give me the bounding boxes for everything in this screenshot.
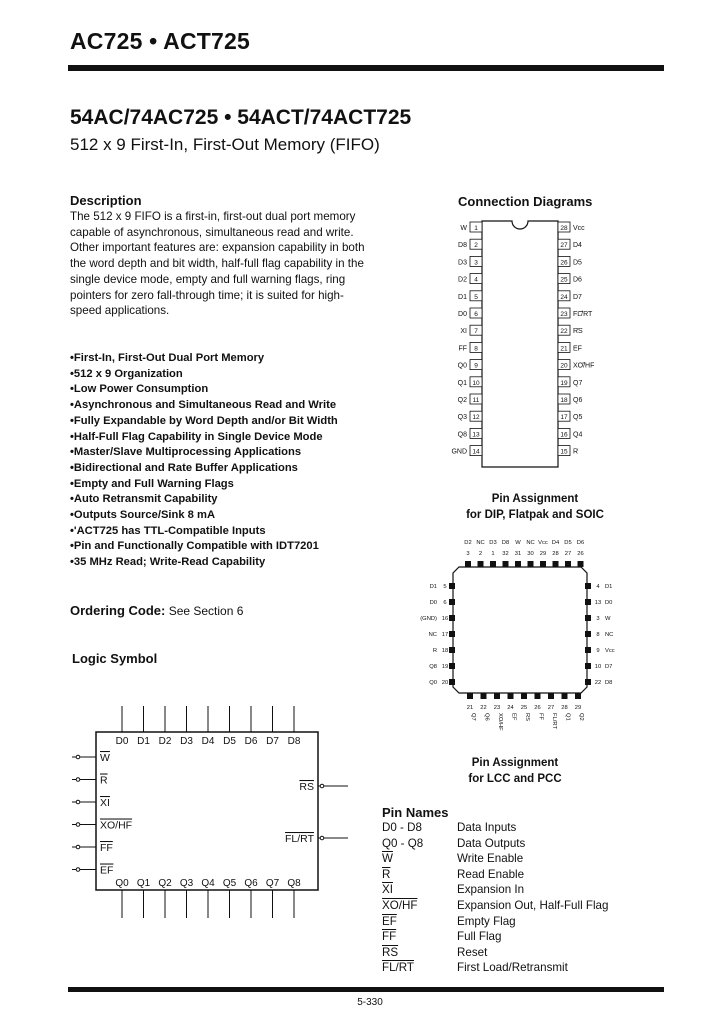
lcc-pad [481, 693, 487, 699]
lcc-pin-name: R [432, 648, 437, 654]
lcc-pin-number: 22 [480, 705, 487, 711]
pin-assignment-dip-line1: Pin Assignment [491, 493, 579, 505]
bottom-rule [68, 987, 664, 992]
logic-input-label: D1 [137, 736, 150, 747]
top-rule [68, 65, 664, 71]
pin-signal: XO/HF [382, 898, 418, 912]
dip-pin-number: 6 [474, 311, 478, 318]
dip-pin-name: FL/RT [573, 311, 593, 318]
lcc-body [453, 567, 587, 693]
lcc-pin-number: 26 [577, 551, 584, 557]
lcc-pad [503, 561, 509, 567]
lcc-pad [585, 631, 591, 637]
logic-symbol-diagram [60, 700, 360, 925]
lcc-pin-name: W [515, 540, 521, 546]
lcc-pin-number: 19 [441, 664, 449, 670]
connection-diagrams-heading: Connection Diagrams [458, 194, 593, 209]
pin-description: Data Outputs [457, 836, 526, 850]
dip-pin-number: 28 [560, 225, 568, 232]
dip-pin-number: 3 [474, 259, 478, 267]
lcc-pin-number: 27 [547, 705, 555, 711]
lcc-pin-name: Q2 [578, 713, 584, 721]
lcc-pad [540, 561, 546, 567]
lcc-pin-number: 2 [478, 551, 483, 557]
dip-pin-number: 10 [472, 379, 480, 387]
lcc-pad [585, 679, 591, 685]
lcc-pin-name: Q1 [564, 713, 571, 721]
lcc-pad [528, 561, 534, 567]
table-row [382, 820, 608, 836]
pin-description: Empty Flag [457, 914, 516, 928]
dip-pin-name: Q5 [573, 414, 583, 422]
lcc-pad [535, 693, 541, 699]
dip-pin-name: D0 [458, 311, 467, 318]
dip-pin-number: 11 [472, 397, 480, 404]
lcc-pin-name: Q0 [429, 680, 437, 686]
dip-pin-name: Q0 [457, 362, 467, 370]
lcc-pin-number: 13 [594, 600, 602, 606]
lcc-pin-name: D1 [429, 584, 437, 590]
dip-pin-number: 23 [560, 311, 568, 318]
pin-signal: $\overline{R}$ [382, 867, 391, 881]
feature-item: • Master/Slave Multiprocessing Applications [70, 445, 370, 461]
table-row [382, 898, 608, 914]
logic-right-label: RS [299, 781, 314, 793]
logic-pin-dot [76, 868, 80, 872]
feature-item: • Fully Expandable by Word Depth and/or Bit Width [70, 414, 370, 430]
pin-description: Read Enable [457, 867, 525, 881]
logic-output-label: Q4 [201, 878, 215, 889]
dip-pin-number: 4 [474, 276, 478, 284]
lcc-pin-name: D0 [429, 600, 437, 606]
lcc-pad [585, 615, 591, 621]
lcc-pin-number: 17 [441, 632, 449, 638]
dip-pin-name: EF [573, 345, 582, 353]
dip-pin-name: D2 [458, 276, 467, 284]
dip-pin-name: D5 [573, 259, 582, 267]
lcc-pin-name: D0 [605, 600, 613, 606]
feature-item: • Empty and Full Warning Flags [70, 477, 370, 493]
lcc-pad [508, 693, 514, 699]
dip-pin-number: 13 [472, 431, 480, 439]
logic-input-label: D2 [158, 736, 172, 747]
dip-pin-number: 7 [474, 328, 478, 336]
feature-item: • First-In, First-Out Dual Port Memory [70, 351, 370, 367]
lcc-pin-number: 4 [596, 584, 600, 590]
logic-output-label: Q6 [244, 878, 258, 889]
lcc-pin-number: 21 [466, 705, 474, 711]
lcc-pad [562, 693, 568, 699]
pin-signal: $\overline{EF}$ [382, 914, 397, 928]
pin-assignment-lcc [440, 756, 590, 787]
logic-input-label: D8 [287, 736, 301, 747]
lcc-pin-name: D3 [489, 540, 497, 546]
dip-pin-number: 14 [472, 448, 480, 456]
lcc-pin-number: 31 [514, 551, 522, 557]
page-number: 5-330 [357, 997, 383, 1008]
lcc-pin-number: 22 [594, 680, 602, 686]
lcc-pin-name: Vcc [538, 540, 548, 546]
lcc-pin-name: D1 [605, 584, 613, 590]
pin-names-heading: Pin Names [382, 805, 449, 820]
logic-left-label: FF [100, 842, 113, 854]
lcc-pad [565, 561, 571, 567]
lcc-pin-name: W [605, 616, 611, 622]
logic-left-label: W [100, 752, 110, 764]
dip-pin-number: 20 [560, 362, 568, 370]
dip-pin-name: Q4 [573, 431, 583, 439]
lcc-pad [449, 663, 455, 669]
feature-list [70, 351, 370, 571]
dip-pin-name: D8 [458, 242, 467, 250]
lcc-pin-name: FF [537, 713, 544, 721]
pin-description: Expansion Out, Half-Full Flag [457, 898, 609, 912]
dip-pin-name: Vcc [573, 225, 585, 232]
lcc-pin-name: RS [524, 713, 530, 722]
logic-output-label: Q1 [136, 878, 151, 889]
logic-pin-dot [76, 778, 80, 782]
lcc-package-diagram [395, 535, 635, 745]
product-title: 54AC/74AC725 • 54ACT/74ACT725 [70, 106, 412, 129]
logic-right-label: FL/RT [285, 833, 314, 845]
table-row [382, 867, 608, 883]
lcc-pin-name: XO/HF [497, 713, 503, 731]
dip-package-diagram [440, 215, 600, 475]
feature-item: • Auto Retransmit Capability [70, 492, 370, 508]
dip-pin-number: 24 [560, 293, 568, 301]
table-row [382, 960, 608, 976]
lcc-pad [548, 693, 554, 699]
logic-symbol-box [96, 732, 318, 890]
feature-item: • 'ACT725 has TTL-Compatible Inputs [70, 524, 370, 540]
pin-signal: $\overline{W}$ [382, 852, 393, 866]
logic-left-label: EF [100, 864, 114, 877]
pin-signal: FL/RT [382, 961, 414, 975]
logic-pin-dot [320, 784, 324, 788]
lcc-pin-number: 18 [441, 648, 449, 654]
pin-names-table [382, 820, 608, 976]
lcc-pad [515, 561, 521, 567]
lcc-pad [449, 679, 455, 685]
dip-pin-name: D6 [573, 276, 582, 284]
dip-pin-name: Q6 [573, 397, 583, 404]
dip-body [482, 221, 558, 467]
product-subtitle: 512 x 9 First-In, First-Out Memory (FIFO) [70, 135, 380, 154]
table-row [382, 945, 608, 961]
pin-signal: $\overline{RS}$ [382, 945, 399, 959]
feature-item: • Pin and Functionally Compatible with IDT7201 [70, 539, 370, 555]
lcc-pin-number: 30 [527, 551, 534, 557]
dip-pin-name: D1 [458, 293, 467, 301]
logic-pin-dot [320, 836, 324, 840]
lcc-pin-number: 27 [564, 551, 572, 557]
logic-left-label: R [100, 774, 108, 787]
feature-item: • Asynchronous and Simultaneous Read and Write [70, 398, 370, 414]
dip-pin-name: D7 [573, 293, 582, 301]
lcc-pad [585, 647, 591, 653]
dip-pin-name: XI [460, 328, 467, 336]
description-text: The 512 x 9 FIFO is a first-in, first-out dual port memory capable of asynchronous, simultaneous read and write. Other important features are: expansion capability in both the word depth and bit width, half-full flag capability in the single device mode, empty and full warning flags, ring pointers for zero fall-through time; it is suited for high-speed applications. [70, 210, 365, 318]
dip-pin-number: 17 [560, 414, 568, 422]
lcc-pin-name: D8 [501, 540, 510, 546]
lcc-pad [585, 663, 591, 669]
dip-pin-number: 16 [560, 431, 568, 439]
lcc-pin-name: NC [605, 632, 614, 638]
dip-pin-number: 19 [560, 379, 568, 387]
dip-pin-number: 25 [560, 276, 568, 284]
lcc-pin-name: D7 [605, 664, 613, 670]
logic-input-label: D0 [115, 736, 129, 747]
logic-symbol-heading: Logic Symbol [72, 651, 158, 666]
lcc-pad [449, 599, 455, 605]
lcc-pin-number: 29 [574, 705, 582, 711]
dip-pin-number: 9 [474, 362, 478, 370]
lcc-pin-number: 16 [441, 616, 449, 622]
lcc-pin-name: Vcc [605, 648, 615, 654]
feature-item: • 512 x 9 Organization [70, 367, 370, 383]
lcc-pad [449, 583, 455, 589]
pin-description: Write Enable [457, 852, 524, 866]
lcc-pin-name: D5 [564, 540, 572, 546]
dip-pin-name: RS [573, 328, 583, 336]
lcc-pin-name: Q7 [470, 713, 476, 721]
pin-signal: $\overline{FF}$ [382, 930, 397, 944]
lcc-pin-name: NC [526, 540, 535, 546]
dip-pin-number: 8 [474, 345, 478, 353]
table-row [382, 836, 608, 852]
feature-item: • Outputs Source/Sink 8 mA [70, 508, 370, 524]
ordering-code-label: Ordering Code: [70, 603, 166, 618]
lcc-pad [490, 561, 496, 567]
table-row [382, 851, 608, 867]
feature-item: • Bidirectional and Rate Buffer Applications [70, 461, 370, 477]
lcc-pad [575, 693, 581, 699]
dip-pin-name: XO/HF [573, 362, 595, 370]
table-row [382, 882, 608, 898]
lcc-pad [521, 693, 527, 699]
logic-input-label: D3 [180, 736, 193, 747]
lcc-pad [467, 693, 473, 699]
logic-left-label: XO/HF [100, 819, 133, 832]
logic-input-label: D4 [201, 736, 215, 747]
lcc-pin-name: D2 [464, 540, 472, 546]
dip-pin-number: 5 [474, 293, 478, 301]
dip-pin-number: 18 [560, 397, 568, 404]
lcc-pin-name: FL/RT [551, 713, 557, 729]
lcc-pin-number: 8 [596, 632, 600, 638]
pin-assignment-lcc-line2: for LCC and PCC [468, 772, 562, 785]
pin-description: Expansion In [457, 883, 525, 897]
lcc-pad [585, 583, 591, 589]
lcc-pin-name: D8 [605, 680, 613, 686]
lcc-pad [494, 693, 500, 699]
logic-pin-dot [76, 845, 80, 849]
logic-left-label: XI [100, 797, 110, 809]
logic-output-label: Q2 [158, 878, 172, 889]
dip-pin-number: 1 [474, 225, 478, 232]
dip-pin-number: 27 [560, 242, 568, 250]
lcc-pin-name: Q8 [429, 664, 437, 670]
logic-output-label: Q8 [287, 878, 301, 889]
lcc-pin-number: 28 [552, 551, 559, 557]
feature-item: • Half-Full Flag Capability in Single Device Mode [70, 430, 370, 446]
dip-pin-name: FF [458, 345, 467, 353]
dip-pin-number: 15 [560, 448, 568, 456]
dip-pin-name: Q2 [457, 397, 467, 404]
lcc-pin-number: 28 [561, 705, 568, 711]
lcc-pin-number: 1 [491, 551, 495, 557]
lcc-pin-name: D4 [551, 540, 560, 546]
dip-pin-name: Q3 [457, 414, 467, 422]
dip-pin-number: 21 [560, 345, 568, 353]
logic-output-label: Q5 [222, 878, 237, 889]
lcc-pin-number: 3 [466, 551, 470, 557]
lcc-pad [553, 561, 559, 567]
table-row [382, 914, 608, 930]
lcc-pin-name: (GND) [420, 616, 437, 622]
lcc-pad [449, 615, 455, 621]
logic-input-label: D6 [244, 736, 258, 747]
pin-assignment-dip [440, 492, 630, 523]
description-heading: Description [70, 193, 142, 208]
table-row [382, 929, 608, 945]
ordering-code-value: See Section 6 [168, 604, 244, 618]
pin-signal: Q0 - Q8 [382, 836, 424, 850]
lcc-pad [478, 561, 484, 567]
lcc-pin-name: NC [476, 540, 485, 546]
pin-signal: $\overline{XI}$ [382, 883, 393, 897]
lcc-pin-number: 20 [441, 680, 449, 686]
dip-pin-number: 26 [560, 259, 568, 267]
pin-description: Full Flag [457, 930, 502, 944]
pin-signal: D0 - D8 [382, 821, 422, 834]
pin-description: Data Inputs [457, 821, 517, 834]
lcc-pin-number: 32 [502, 551, 509, 557]
dip-pin-name: Q8 [457, 431, 467, 439]
pin-description: First Load/Retransmit [457, 961, 568, 975]
dip-pin-name: W [460, 225, 467, 232]
pin-assignment-dip-line2: for DIP, Flatpak and SOIC [466, 508, 604, 521]
logic-input-label: D7 [266, 736, 279, 747]
lcc-pad [585, 599, 591, 605]
logic-output-label: Q7 [265, 878, 280, 889]
lcc-pin-number: 26 [534, 705, 541, 711]
lcc-pin-number: 9 [596, 648, 600, 654]
lcc-pin-number: 10 [594, 664, 602, 670]
lcc-pin-name: EF [510, 713, 517, 721]
header-title: AC725 • ACT725 [70, 28, 251, 54]
lcc-pad [578, 561, 584, 567]
dip-pin-number: 12 [472, 414, 480, 422]
logic-pin-dot [76, 823, 80, 827]
feature-item: • Low Power Consumption [70, 382, 370, 398]
lcc-pin-name: NC [428, 632, 437, 638]
dip-pin-name: D3 [458, 259, 467, 267]
lcc-pad [449, 647, 455, 653]
dip-pin-name: Q7 [573, 379, 583, 387]
lcc-pin-name: Q6 [483, 713, 490, 721]
lcc-pin-number: 29 [539, 551, 547, 557]
logic-input-label: D5 [223, 736, 236, 747]
lcc-pin-number: 25 [520, 705, 528, 711]
lcc-pad [449, 631, 455, 637]
dip-pin-number: 22 [560, 328, 568, 336]
lcc-pin-number: 3 [596, 616, 600, 622]
lcc-pad [465, 561, 471, 567]
feature-item: • 35 MHz Read; Write-Read Capability [70, 555, 370, 571]
logic-pin-dot [76, 800, 80, 804]
pin-description: Reset [457, 945, 488, 959]
dip-pin-name: R [573, 448, 579, 456]
dip-pin-name: Q1 [457, 379, 467, 387]
logic-output-label: Q0 [115, 878, 129, 889]
dip-pin-name: GND [451, 448, 467, 456]
pin-assignment-lcc-line1: Pin Assignment [471, 757, 559, 769]
dip-pin-number: 2 [474, 242, 478, 250]
logic-pin-dot [76, 755, 80, 759]
lcc-pin-number: 6 [443, 600, 447, 606]
dip-pin-name: D4 [573, 242, 582, 250]
lcc-pin-number: 5 [443, 584, 447, 590]
lcc-pin-name: D6 [576, 540, 585, 546]
ordering-code [70, 603, 243, 618]
logic-output-label: Q3 [179, 878, 194, 889]
lcc-pin-number: 23 [493, 705, 501, 711]
lcc-pin-number: 24 [507, 705, 514, 711]
